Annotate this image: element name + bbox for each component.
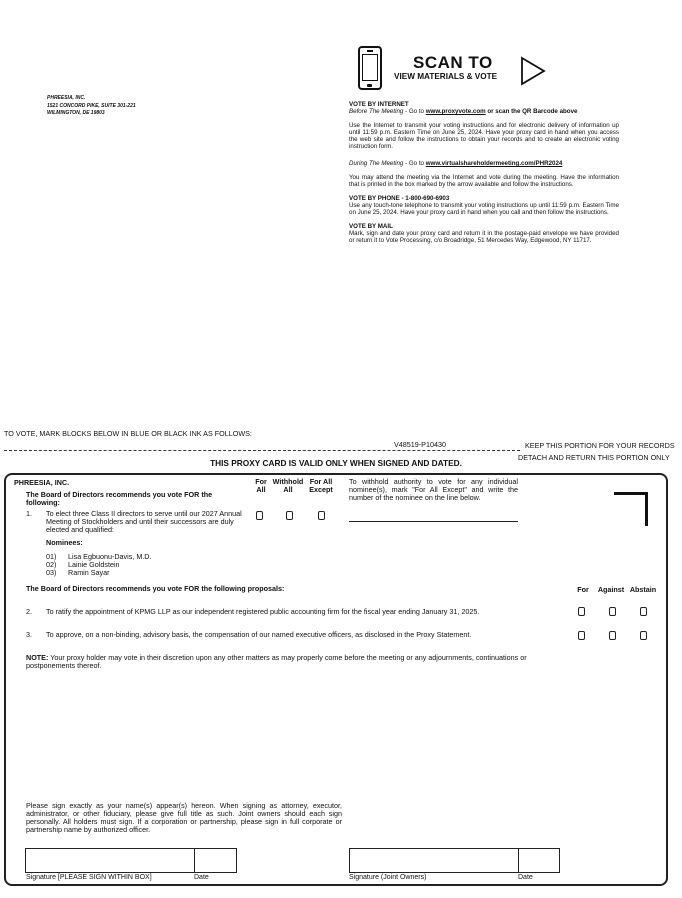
col-for-all: For All (255, 477, 267, 494)
registration-corner-mark (614, 492, 648, 526)
nominees-heading: Nominees: (46, 538, 83, 547)
sender-company: PHREESIA, INC. (47, 95, 86, 101)
joint-signature-label: Signature (Joint Owners) (349, 874, 427, 881)
note-text: Your proxy holder may vote in their discretion upon any other matters as may properly come before the meeting or any adjournments, continuations or postponements thereof. (26, 653, 527, 671)
nominee-item: 02) Lainie Goldstein (46, 560, 120, 570)
scan-title: SCAN TO (413, 53, 493, 72)
vote-phone-body: Use any touch-tone telephone to transmit your voting instructions up until 11:59 p.m. Eastern Time on June 25, 2024. Have your proxy card in hand when you call and then follow the instructions. (349, 202, 619, 216)
col-against: Against (597, 585, 625, 594)
during-meeting-line (349, 160, 619, 167)
keep-portion-label: KEEP THIS PORTION FOR YOUR RECORDS (525, 441, 675, 450)
signature-label: Signature [PLEASE SIGN WITHIN BOX] (26, 874, 152, 881)
note (26, 654, 566, 670)
checkbox-for-all-except[interactable] (318, 511, 325, 520)
vote-internet-body: Use the Internet to transmit your voting instructions and for electronic delivery of information up until 11:59 p.m. Eastern Time on June 25, 2024. Have your proxy card in hand when you access the web site and follow the instructions to obtain your records and to create an electronic voting instruction form. (349, 122, 619, 150)
withhold-instructions: To withhold authority to vote for any individual nominee(s), mark "For All Except" and write the number of the nominee on the line below. (349, 477, 518, 502)
board-recommendation-2: The Board of Directors recommends you vote FOR the following proposals: (26, 584, 285, 593)
proxyvote-link[interactable]: www.proxyvote.com (425, 108, 486, 115)
sender-address-line2: WILMINGTON, DE 19803 (47, 110, 105, 116)
note-label: NOTE: (26, 653, 49, 662)
before-meeting-prefix: - Go to (403, 108, 426, 115)
col-for-all-except: For All Except (309, 477, 333, 494)
joint-signature-box[interactable] (349, 848, 519, 873)
proposal-3-text: To approve, on a non-binding, advisory basis, the compensation of our named executive officers, as disclosed in the Proxy Statement. (46, 630, 472, 639)
checkbox-proposal-3-abstain[interactable] (640, 631, 647, 640)
before-meeting-label: Before The Meeting (349, 108, 404, 115)
before-meeting-line (349, 108, 619, 115)
proposal-2-number: 2. (26, 607, 32, 616)
proposal-1-text: To elect three Class II directors to serve until our 2027 Annual Meeting of Stockholders and until their successors are duly elected and qualified: (46, 509, 242, 535)
before-meeting-suffix: or scan the QR Barcode above (485, 108, 578, 115)
phone-icon (358, 46, 382, 90)
card-company: PHREESIA, INC. (14, 478, 70, 487)
detach-dashed-line (4, 450, 520, 451)
during-meeting-label: During The Meeting (349, 160, 404, 167)
sign-instructions: Please sign exactly as your name(s) appear(s) hereon. When signing as attorney, executor, administrator, or other fiduciary, please give full title as such. Joint owners should each sign personally. All holders must sign. If a corporation or partnership, please sign in full corporate or partnership name by authorized officer. (26, 801, 342, 835)
sender-address (47, 95, 187, 118)
date-label-1: Date (194, 874, 209, 881)
checkbox-proposal-3-against[interactable] (609, 631, 616, 640)
nominee-exception-line[interactable] (349, 521, 518, 522)
col-for: For (577, 585, 589, 594)
scan-subtitle: VIEW MATERIALS & VOTE (394, 72, 498, 81)
during-meeting-body: You may attend the meeting via the Internet and vote during the meeting. Have the information that is printed in the box marked by the arrow available and follow the instructions. (349, 174, 619, 188)
col-withhold-all: Withhold All (272, 477, 304, 494)
proposal-1-number: 1. (26, 509, 32, 518)
ink-instructions: TO VOTE, MARK BLOCKS BELOW IN BLUE OR BLACK INK AS FOLLOWS: (4, 429, 252, 438)
checkbox-proposal-2-against[interactable] (609, 607, 616, 616)
during-meeting-prefix: - Go to (403, 160, 426, 167)
validity-statement: THIS PROXY CARD IS VALID ONLY WHEN SIGNED AND DATED. (210, 458, 462, 468)
nominee-list (46, 553, 152, 578)
nominee-item: 01) Lisa Egbuonu-Davis, M.D. (46, 552, 152, 561)
checkbox-proposal-2-for[interactable] (578, 607, 585, 616)
sender-address-line1: 1521 CONCORD PIKE, SUITE 301-221 (47, 102, 136, 109)
detach-portion-label: DETACH AND RETURN THIS PORTION ONLY (518, 453, 670, 462)
checkbox-for-all[interactable] (256, 511, 263, 520)
board-recommendation-1: The Board of Directors recommends you vote FOR the following: (26, 490, 213, 507)
meeting-link[interactable]: www.virtualshareholdermeeting.com/PHR2024 (425, 160, 563, 167)
nominee-item: 03) Ramin Sayar (46, 568, 110, 578)
date-label-2: Date (518, 874, 533, 881)
play-arrow-icon (520, 56, 546, 86)
proposal-3-number: 3. (26, 630, 32, 639)
checkbox-proposal-2-abstain[interactable] (640, 607, 647, 616)
col-abstain: Abstain (629, 585, 657, 594)
joint-signature-date-box[interactable] (518, 848, 560, 873)
control-code: V48519-P10430 (394, 440, 446, 449)
signature-date-box[interactable] (194, 848, 237, 873)
checkbox-proposal-3-for[interactable] (578, 631, 585, 640)
proposal-2-text: To ratify the appointment of KPMG LLP as our independent registered public accounting firm for the fiscal year ending January 31, 2025. (46, 607, 480, 616)
vote-mail-body: Mark, sign and date your proxy card and return it in the postage-paid envelope we have provided or return it to Vote Processing, c/o Broadridge, 51 Mercedes Way, Edgewood, NY 11717. (349, 230, 619, 244)
vote-mail-heading: VOTE BY MAIL (349, 223, 393, 230)
checkbox-withhold-all[interactable] (286, 511, 293, 520)
signature-box[interactable] (25, 848, 195, 873)
vote-phone-heading: VOTE BY PHONE - 1-800-690-6903 (349, 195, 450, 202)
voting-instructions (349, 101, 619, 244)
vote-internet-heading: VOTE BY INTERNET (349, 101, 409, 108)
